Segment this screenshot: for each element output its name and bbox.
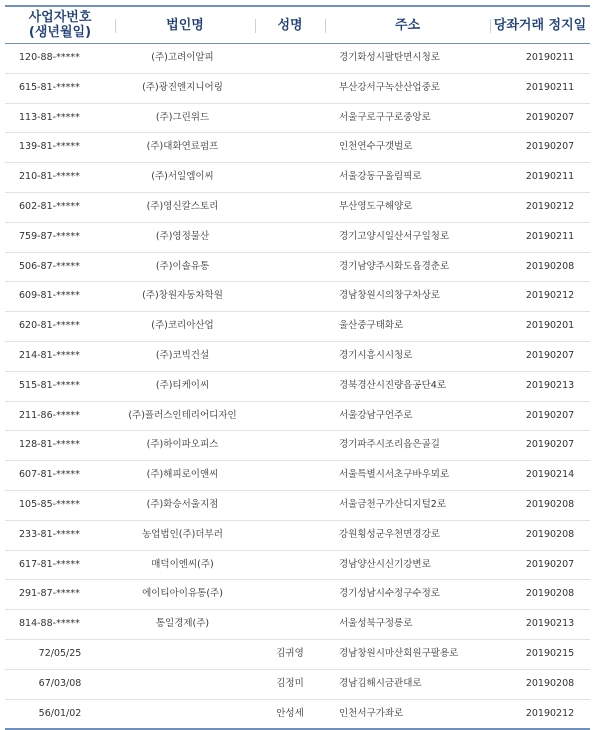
cell-stop-date: 20190211 [525,171,575,183]
cell-biz-no: 128-81-***** [19,439,80,451]
table-row [5,431,590,461]
cell-stop-date: 20190208 [525,498,575,510]
cell-person-name [260,610,320,639]
table-body [5,44,590,730]
table-row [5,74,590,104]
cell-stop-date: 20190212 [525,290,575,302]
header-biz-no-line2: (생년월일) [28,25,92,40]
cell-address: 서울특별시서초구바우뫼로 [339,469,450,481]
cell-corp-name: (주)코빅건설 [155,349,210,361]
cell-address: 경기파주시조리읍은골길 [339,439,440,451]
cell-corp-name: (주)광진엔지니어링 [142,81,223,93]
cell-corp-name [105,670,260,699]
table-row [5,133,590,163]
cell-biz-no: 759-87-***** [19,230,80,242]
table-row [5,282,590,312]
cell-address: 인천연수구갯벌로 [339,141,413,153]
table-row [5,372,590,402]
suspended-accounts-table [5,5,590,730]
header-biz-no [5,7,115,43]
cell-address: 서울강동구올림픽로 [339,171,422,183]
cell-corp-name: (주)화승서울지점 [146,498,219,510]
cell-stop-date: 20190213 [525,379,575,391]
cell-corp-name: 통일경제(주) [155,618,210,630]
cell-person-name [260,253,320,282]
cell-address: 경남창원시의창구차상로 [339,290,440,302]
cell-stop-date: 20190207 [525,111,575,123]
cell-corp-name: (주)코리아산업 [151,320,214,332]
cell-corp-name: (주)대화연료펌프 [146,141,219,153]
header-corp-name: 법인명 [166,17,204,33]
cell-stop-date: 20190215 [525,647,575,659]
table-row [5,700,590,730]
cell-person-name [260,521,320,550]
table-row [5,640,590,670]
cell-person-name [260,372,320,401]
cell-person-name [260,491,320,520]
cell-stop-date: 20190207 [525,141,575,153]
cell-stop-date: 20190213 [525,618,575,630]
cell-address: 서울금천구가산디지털2로 [339,498,446,510]
cell-biz-no: 515-81-***** [19,379,80,391]
header-biz-no-line1: 사업자번호 [28,10,92,25]
cell-biz-no: 210-81-***** [19,171,80,183]
cell-person-name: 안성세 [276,707,304,719]
cell-biz-no: 620-81-***** [19,320,80,332]
cell-address: 부산영도구해양로 [339,200,413,212]
cell-person-name [260,133,320,162]
cell-corp-name: 농업법인(주)더부러 [142,528,223,540]
table-row [5,104,590,134]
cell-address: 인천서구가좌로 [339,707,404,719]
cell-corp-name: 에이티아이유통(주) [142,588,223,600]
cell-biz-no: 105-85-***** [19,498,80,510]
cell-stop-date: 20190208 [525,677,575,689]
cell-person-name [260,223,320,252]
cell-corp-name [105,640,260,669]
table-row [5,461,590,491]
cell-corp-name: (주)그린위드 [155,111,210,123]
cell-person-name [260,402,320,431]
cell-person-name: 김정미 [276,677,304,689]
cell-stop-date: 20190211 [525,81,575,93]
header-stop-date: 당좌거래 정지일 [493,17,587,33]
cell-person-name [260,461,320,490]
table-row [5,402,590,432]
cell-biz-no: 211-86-***** [19,409,80,421]
cell-corp-name: (주)고려이알피 [151,52,214,63]
cell-stop-date: 20190208 [525,588,575,600]
cell-biz-no: 617-81-***** [19,558,80,570]
cell-biz-no: 506-87-***** [19,260,80,272]
cell-corp-name: (주)티케이씨 [155,379,210,391]
cell-person-name [260,282,320,311]
cell-biz-no: 113-81-***** [19,111,80,123]
cell-address: 서울강남구언주로 [339,409,413,421]
cell-biz-no: 214-81-***** [19,349,80,361]
cell-address: 서울성북구정릉로 [339,618,413,630]
table-header [5,7,590,44]
cell-corp-name: (주)이솔유통 [155,260,210,272]
header-person-name: 성명 [277,17,303,33]
table-row [5,253,590,283]
cell-stop-date: 20190208 [525,528,575,540]
cell-person-name [260,312,320,341]
cell-address: 서울구로구구로중앙로 [339,111,431,123]
table-row [5,223,590,253]
cell-address: 경기시흥시시청로 [339,349,413,361]
table-row [5,193,590,223]
cell-stop-date: 20190212 [525,200,575,212]
cell-biz-no: 609-81-***** [19,290,80,302]
table-row [5,551,590,581]
cell-address: 경남양산시신기강변로 [339,558,431,570]
cell-address: 경남창원시마산회원구팔용로 [339,647,459,659]
cell-address: 울산중구태화로 [339,320,404,332]
cell-person-name [260,74,320,103]
cell-corp-name: (주)플러스인테리어디자인 [128,409,237,421]
cell-address: 부산강서구녹산산업중로 [339,81,440,93]
cell-person-name [260,193,320,222]
cell-biz-no: 291-87-***** [19,588,80,600]
table-row [5,521,590,551]
cell-address: 강원횡성군우천면경강로 [339,528,440,540]
cell-stop-date: 20190211 [525,230,575,242]
cell-corp-name: (주)영신칼스토리 [146,200,219,212]
cell-corp-name: (주)창원자동차학원 [142,290,223,302]
cell-stop-date: 20190207 [525,409,575,421]
cell-person-name [260,44,320,73]
cell-stop-date: 20190211 [525,52,575,63]
cell-person-name [260,580,320,609]
cell-stop-date: 20190201 [525,320,575,332]
table-row [5,312,590,342]
header-address: 주소 [394,17,421,33]
cell-corp-name: 매덕이엔씨(주) [151,558,214,570]
table-row [5,610,590,640]
cell-address: 경남김해시금관대로 [339,677,422,689]
table-row [5,670,590,700]
cell-stop-date: 20190208 [525,260,575,272]
cell-stop-date: 20190207 [525,439,575,451]
cell-person-name: 김귀영 [276,647,304,659]
cell-biz-no: 814-88-***** [19,618,80,630]
cell-biz-no: 56/01/02 [38,707,82,719]
cell-corp-name: (주)영정물산 [155,230,210,242]
cell-person-name [260,551,320,580]
cell-corp-name [105,700,260,729]
cell-stop-date: 20190212 [525,707,575,719]
cell-biz-no: 139-81-***** [19,141,80,153]
cell-biz-no: 120-88-***** [19,52,80,63]
cell-person-name [260,163,320,192]
cell-biz-no: 233-81-***** [19,528,80,540]
cell-address: 경기남양주시화도읍경춘로 [339,260,450,272]
cell-biz-no: 72/05/25 [38,647,82,659]
cell-biz-no: 67/03/08 [38,677,82,689]
cell-address: 경기성남시수정구수정로 [339,588,440,600]
table-row [5,580,590,610]
cell-stop-date: 20190207 [525,558,575,570]
table-row [5,342,590,372]
cell-biz-no: 607-81-***** [19,469,80,481]
table-row [5,163,590,193]
cell-person-name [260,431,320,460]
cell-stop-date: 20190207 [525,349,575,361]
cell-person-name [260,104,320,133]
cell-biz-no: 615-81-***** [19,81,80,93]
table-row [5,44,590,74]
cell-address: 경기화성시팔탄면시청로 [339,52,440,63]
cell-person-name [260,342,320,371]
cell-corp-name: (주)서일엠이씨 [151,171,214,183]
cell-stop-date: 20190214 [525,469,575,481]
cell-corp-name: (주)하이파오피스 [146,439,219,451]
cell-biz-no: 602-81-***** [19,200,80,212]
cell-corp-name: (주)해피로이앤씨 [146,469,219,481]
cell-address: 경북경산시진량읍공단4로 [339,379,446,391]
table-row [5,491,590,521]
cell-address: 경기고양시일산서구일청로 [339,230,450,242]
